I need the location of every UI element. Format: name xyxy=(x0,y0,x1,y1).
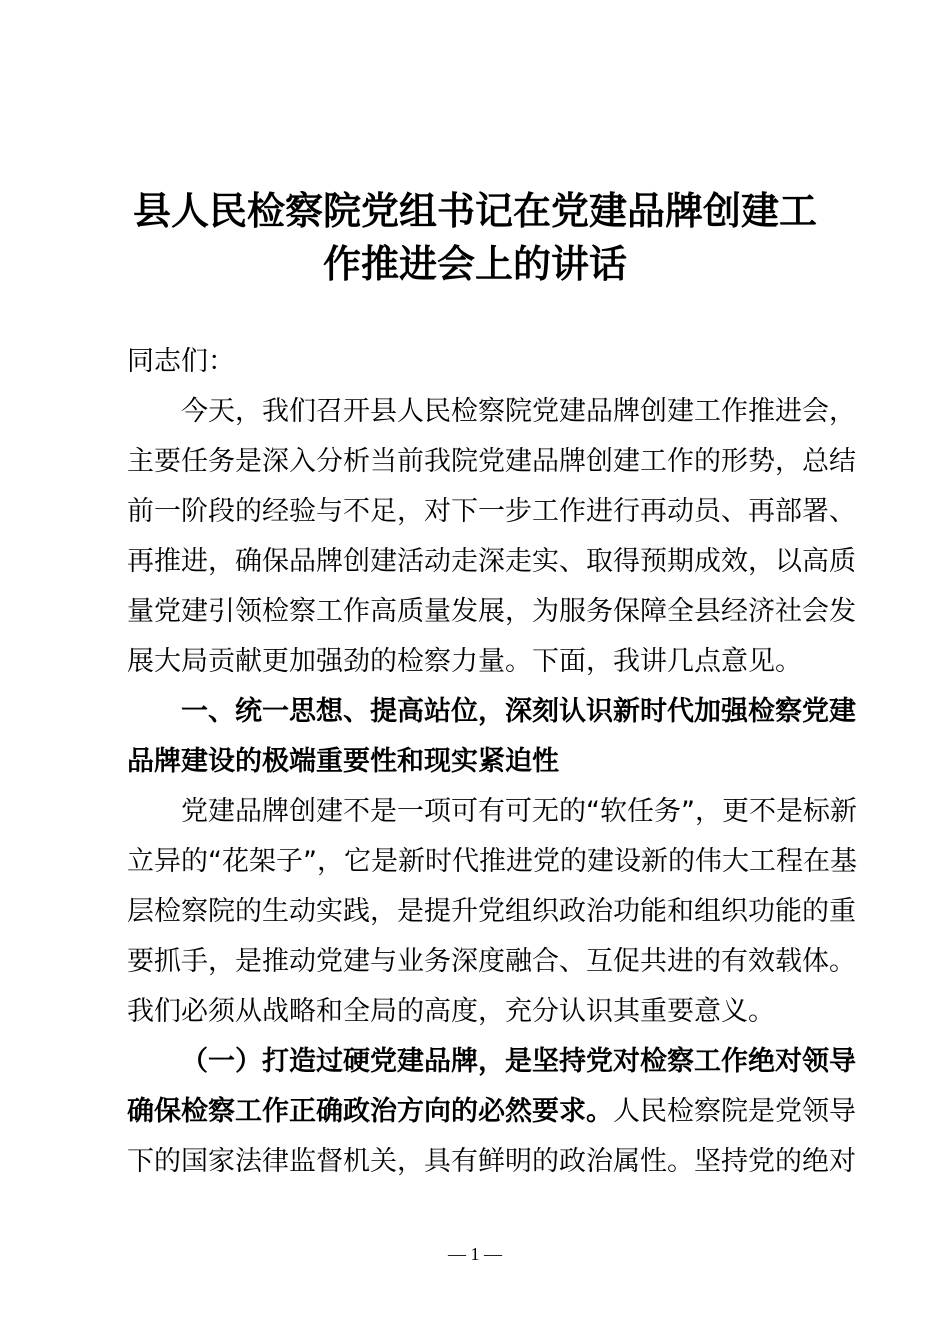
paragraph-line xyxy=(127,637,823,687)
paragraph-line xyxy=(127,487,856,537)
text: 量党建引领检察工作高质量发展，为服务保障全县经济社会发 xyxy=(127,596,856,627)
text: 党建品牌创建不是一项可有可无的“软任务”，更不是标新 xyxy=(181,796,857,827)
text: 前一阶段的经验与不足，对下一步工作进行再动员、再部署、 xyxy=(127,496,856,527)
bold-text: 品牌建设的极端重要性和现实紧迫性 xyxy=(127,746,559,777)
text: 今天，我们召开县人民检察院党建品牌创建工作推进会， xyxy=(181,396,856,427)
paragraph-line xyxy=(127,1087,856,1137)
paragraph-line xyxy=(127,537,856,587)
bold-text: 一、统一思想、提高站位，深刻认识新时代加强检察党建 xyxy=(181,696,856,727)
paragraph-line xyxy=(127,937,856,987)
text: 立异的“花架子”，它是新时代推进党的建设新的伟大工程在基 xyxy=(127,846,857,877)
document-body xyxy=(127,337,857,1187)
text: 要抓手，是推动党建与业务深度融合、互促共进的有效载体。 xyxy=(127,946,856,977)
title-line: 作推进会上的讲话 xyxy=(322,242,627,286)
text: 展大局贡献更加强劲的检察力量。下面，我讲几点意见。 xyxy=(127,646,802,677)
text: 主要任务是深入分析当前我院党建品牌创建工作的形势，总结 xyxy=(127,446,856,477)
text: 我们必须从战略和全局的高度，充分认识其重要意义。 xyxy=(127,996,775,1027)
paragraph-line xyxy=(127,837,857,887)
paragraph-line xyxy=(127,887,856,937)
paragraph-line xyxy=(127,587,856,637)
text: 层检察院的生动实践，是提升党组织政治功能和组织功能的重 xyxy=(127,896,856,927)
paragraph-line xyxy=(127,1137,856,1187)
bold-text: （一）打造过硬党建品牌，是坚持党对检察工作绝对领导 xyxy=(181,1046,856,1077)
bold-text: 确保检察工作正确政治方向的必然要求。 xyxy=(127,1096,613,1127)
text: 再推进，确保品牌创建活动走深走实、取得预期成效，以高质 xyxy=(127,546,856,577)
paragraph-line xyxy=(127,437,856,487)
paragraph-line xyxy=(127,737,823,787)
paragraph-line xyxy=(127,1037,856,1087)
page-number: — 1 — xyxy=(448,1244,502,1264)
paragraph-line xyxy=(127,687,856,737)
salutation: 同志们： xyxy=(127,346,235,377)
paragraph-line xyxy=(127,387,856,437)
title-line: 县人民检察院党组书记在党建品牌创建工 xyxy=(132,189,817,233)
document-title xyxy=(100,185,850,291)
paragraph-line xyxy=(127,787,857,837)
paragraph-line xyxy=(127,987,823,1037)
text: 人民检察院是党领导 xyxy=(613,1096,856,1127)
text: 下的国家法律监督机关，具有鲜明的政治属性。坚持党的绝对 xyxy=(127,1146,856,1177)
